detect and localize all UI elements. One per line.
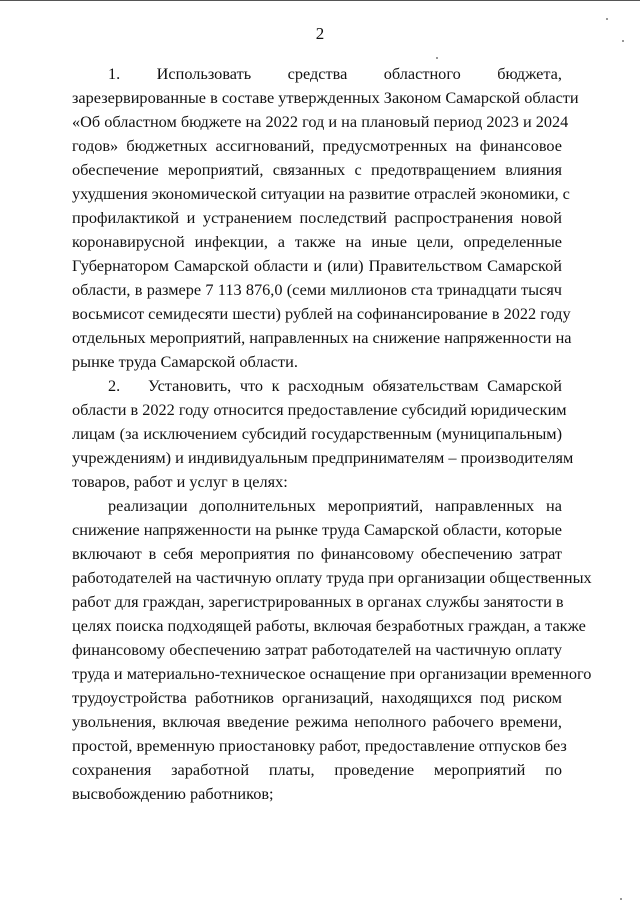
word: реализации — [108, 496, 188, 515]
text-line: Губернатором Самарской области и (или) Правительством Самарской — [72, 256, 562, 275]
text-line: восьмисот семидесяти шести) рублей на софинансирование в 2022 году — [72, 304, 571, 323]
text-line: финансовому обеспечению затрат работодателей на частичную оплату — [72, 640, 562, 659]
scan-speck — [436, 57, 438, 59]
word: мероприятий, — [327, 496, 424, 515]
paragraph-3-first-line — [72, 494, 562, 518]
text-line: высвобождению работников; — [72, 784, 274, 803]
text-line: снижение напряженности на рынке труда Самарской области, которые — [72, 520, 562, 539]
word: мероприятий — [433, 760, 526, 779]
text-line: зарезервированные в составе утвержденных Законом Самарской области — [72, 88, 579, 107]
text-line: целях поиска подходящей работы, включая безработных граждан, а также — [72, 616, 586, 635]
text-line: отдельных мероприятий, направленных на снижение напряженности на — [72, 328, 572, 347]
word: областного — [383, 64, 461, 83]
text-line: лицам (за исключением субсидий государственным (муниципальным) — [72, 424, 562, 443]
page-number: 2 — [315, 24, 325, 43]
text-line: годов» бюджетных ассигнований, предусмотренных на финансовое — [72, 136, 562, 155]
word: заработной — [171, 760, 250, 779]
text-line: «Об областном бюджете на 2022 год и на плановый период 2023 и 2024 — [72, 112, 569, 131]
paragraph-2-first-line — [72, 374, 562, 398]
word: сохранения — [72, 760, 152, 779]
text-line: увольнения, включая введение режима неполного рабочего времени, — [72, 712, 562, 731]
text-line: учреждениям) и индивидуальным предпринимателям – производителям — [72, 448, 574, 467]
text-line: товаров, работ и услуг в целях: — [72, 472, 288, 491]
text-line: работодателей на частичную оплату труда при организации общественных — [72, 568, 592, 587]
text-line: рынке труда Самарской области. — [72, 352, 298, 371]
document-body — [72, 62, 592, 806]
scan-speck — [606, 18, 608, 20]
scan-speck — [622, 40, 624, 42]
text-line: трудоустройства работников организаций, находящихся под риском — [72, 688, 562, 707]
text: Установить, что к расходным обязательствам Самарской — [148, 376, 562, 395]
word: платы, — [268, 760, 315, 779]
paragraph-2 — [72, 374, 574, 494]
word: средства — [287, 64, 348, 83]
word: проведение — [334, 760, 415, 779]
word: направленных — [435, 496, 535, 515]
word: Использовать — [156, 64, 252, 83]
paragraph-1 — [72, 62, 579, 374]
text-line: профилактикой и устранением последствий распространения новой — [72, 208, 562, 227]
justified-line — [72, 758, 562, 782]
word: бюджета, — [497, 64, 562, 83]
text-line: труда и материально-техническое оснащение при организации временного — [72, 664, 592, 683]
paragraph-1-first-line — [72, 62, 562, 86]
scan-top-edge — [0, 0, 640, 1]
word: по — [545, 760, 562, 779]
paragraph-3 — [72, 494, 592, 806]
word: на — [546, 496, 562, 515]
scan-speck — [620, 898, 622, 900]
text-line: простой, временную приостановку работ, предоставление отпусков без — [72, 736, 567, 755]
paragraph-number: 2. — [108, 376, 121, 395]
text-line: ухудшения экономической ситуации на развитие отраслей экономики, с — [72, 184, 570, 203]
text-line: области в 2022 году относится предоставление субсидий юридическим — [72, 400, 567, 419]
text-line: коронавирусной инфекции, а также на иные цели, определенные — [72, 232, 562, 251]
text-line: работ для граждан, зарегистрированных в органах службы занятости в — [72, 592, 564, 611]
text-line: области, в размере 7 113 876,0 (семи миллионов ста тринадцати тысяч — [72, 280, 562, 299]
text-line: обеспечение мероприятий, связанных с предотвращением влияния — [72, 160, 562, 179]
text-line: включают в себя мероприятия по финансовому обеспечению затрат — [72, 544, 562, 563]
paragraph-number: 1. — [108, 64, 121, 83]
word: дополнительных — [199, 496, 316, 515]
